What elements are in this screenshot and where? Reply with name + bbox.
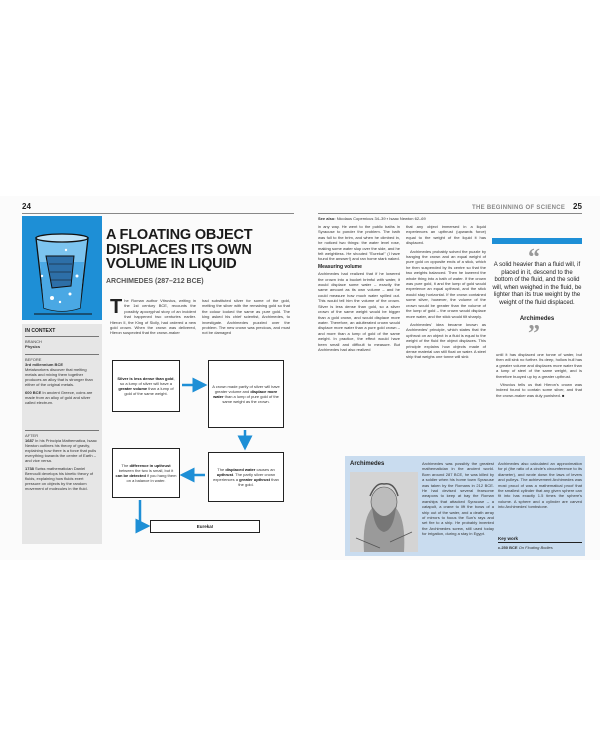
branch-label: BRANCH xyxy=(25,339,42,344)
see-also-label: See also: xyxy=(318,216,336,221)
after-2-date: 1738 xyxy=(25,466,34,471)
flow-box-1-text: , so a lump of silver will have a xyxy=(119,376,175,386)
body-paragraph: Archimedes' idea became known as Archimedes' principle, which states that the upthrust on an object in a fluid is equal to the weight of the fluid the object displaces. This principle explains how objects made of dense material can still float on water. A steel ship that weighs one tonne will sink xyxy=(406,321,486,360)
key-work-rule xyxy=(498,542,582,543)
flow-box-1-emphasis: Silver is less dense than gold xyxy=(117,376,174,381)
pull-quote: A solid heavier than a fluid will, if placed in it, descend to the bottom of the fluid, and the solid will, when weighed in the fluid, be lighter than its true weight by the weight of the fluid displaced. xyxy=(492,262,582,306)
bio-column-2 xyxy=(498,461,582,513)
flow-box-4-text-3: . The partly silver crown experiences a xyxy=(213,472,276,482)
before-2-text: In ancient Greece, coins are made from an alloy of gold and silver called electrum. xyxy=(25,390,93,405)
quote-attribution: Archimedes xyxy=(519,316,555,322)
flow-box-eureka: Eureka! xyxy=(150,520,260,533)
page-number-left: 24 xyxy=(22,202,31,211)
subheading-measuring-volume: Measuring volume xyxy=(318,263,362,270)
before-label: BEFORE xyxy=(25,357,42,362)
body-column-3 xyxy=(496,352,582,401)
after-2-text: Swiss mathematician Daniel Bernoulli develops his kinetic theory of fluids, explaining how fluids exert pressure on objects by the random movement of molecules in the fluid. xyxy=(25,466,94,491)
flow-box-4-text-4: than the gold. xyxy=(238,477,279,487)
flow-box-3-text: The xyxy=(121,463,130,468)
body-paragraph: that any object immersed in a liquid experiences an upthrust (upwards force) equal to the weight of the liquid it has displaced. xyxy=(406,224,486,246)
before-2-date: 600 BCE xyxy=(25,390,42,395)
flow-box-crown-volume xyxy=(208,360,284,428)
quote-accent-bar xyxy=(492,238,582,244)
archimedes-portrait xyxy=(350,472,418,552)
flow-box-1-emphasis-2: greater volume xyxy=(118,386,148,391)
bio-name: Archimedes xyxy=(350,461,385,467)
body-paragraph: until it has displaced one tonne of water, but then will sink no further. Its deep, hollow hull has a greater volume and displaces more water than a lump of steel of the same weight, and is therefore buoyed up by a greater upthrust. xyxy=(496,352,582,379)
body-paragraph: Archimedes had realized that if he lowered the crown into a bucket brimful with water, it would displace some water – exactly the same amount as its own volume – and he could measure how much water spilled out. This would tell him the volume of the crown. Silver is less dense than gold, so a silver crown of the same weight would be bigger than a gold crown, and would displace more water. Therefore, an adulterated crown would displace more water than a pure gold crown – and more than a lump of gold of the same weight. In practice, the effect would have been small and difficult to measure. But Archimedes had also realized xyxy=(318,271,400,352)
flow-box-2-text-2: than a lump of pure gold of the same weight as the crown. xyxy=(222,394,279,404)
flow-box-3-emphasis: difference in upthrust xyxy=(129,463,171,468)
flow-box-displaced-water xyxy=(208,452,284,502)
after-1-date: 1687 xyxy=(25,438,34,443)
branch-value: Physics xyxy=(25,344,41,349)
flow-box-1-text-2: than a lump of gold of the same weight. xyxy=(124,386,174,396)
flow-box-3-emphasis-2: can be detected xyxy=(115,473,146,478)
see-also-text: Nicolaus Copernicus 34–39 ▪ Isaac Newton 62–69 xyxy=(336,216,426,221)
running-head: THE BEGINNING OF SCIENCE xyxy=(472,205,566,211)
body-column-2 xyxy=(406,224,486,363)
bio-text-2: Archimedes also calculated an approximation for pi (the ratio of a circle's circumference to its diameter), and wrote down the laws of levers and pulleys. The achievement Archimedes was most proud of was a mathematical proof that the smallest cylinder that any given sphere can fit into has exactly 1.5 times the sphere's volume. A sphere and a cylinder are carved into Archimedes' tombstone. xyxy=(498,461,582,510)
flow-box-4-text: The xyxy=(217,467,226,472)
key-work-year: c.250 BCE xyxy=(498,545,518,550)
flow-box-upthrust-difference xyxy=(112,448,180,498)
page-number-right: 25 xyxy=(573,202,582,211)
flow-box-4-emphasis: displaced water xyxy=(225,467,256,472)
page-title: A FLOATING OBJECT DISPLACES ITS OWN VOLUME IN LIQUID xyxy=(106,227,253,272)
portrait-engraving xyxy=(350,472,418,552)
intro-text-2: had substituted silver for some of the gold, melting the silver with the remaining gold so that the colour looked the same as pure gold. The king asked his chief scientist, Archimedes, to investigate. Archimedes puzzled over the problem. The new crown was precious, and must not be damaged xyxy=(202,298,290,336)
flow-box-2-emphasis: displace more water xyxy=(213,389,278,399)
body-column-1 xyxy=(318,224,400,355)
flow-box-4-emphasis-2: upthrust xyxy=(216,472,234,477)
key-work-title: On Floating Bodies xyxy=(517,545,553,550)
key-work-item xyxy=(498,545,553,550)
flow-box-4-text-2: causes an xyxy=(255,467,275,472)
body-paragraph: Vitruvius tells us that Hieron's crown was indeed found to contain some silver, and that the crown-maker was duly punished. ■ xyxy=(496,382,582,398)
flow-box-4-emphasis-3: greater upthrust xyxy=(239,477,270,482)
after-label: AFTER xyxy=(25,433,39,438)
intro-text-1: he Roman author Vitruvius, writing in the 1st century BCE, recounts the possibly apocryphal story of an incident that happened two centuries earlier. Hieron II, the King of Sicily, had ordered a new gold crown. When the crown was delivered, Hieron suspected that the crown-maker xyxy=(110,298,196,336)
flow-box-2-text: A crown made partly of silver will have greater volume and xyxy=(212,384,280,394)
bio-text-1: Archimedes was possibly the greatest mathematician in the ancient world. Born around 287 BCE, he was killed by a soldier when his home town Syracuse was taken by the Romans in 212 BCE. He had devised several fearsome weapons to keep at bay the Roman warships that attacked Syracuse – a catapult, a crane to lift the bows of a ship out of the water, and a death array of mirrors to focus the Sun's rays and set fire to a ship. He probably invented the Archimedes screw, still used today for irrigation, during a stay in Egypt. xyxy=(422,461,494,537)
bio-column-1 xyxy=(422,461,494,540)
drop-cap: T xyxy=(110,296,123,318)
flow-box-density xyxy=(112,360,180,412)
after-1-text: In his Principia Mathematica, Isaac Newton outlines his theory of gravity, explaining how there is a force that pulls everything towards the centre of Earth – and vice versa. xyxy=(25,438,97,463)
body-paragraph: in any way. He went to the public baths in Syracuse to ponder the problem. The bath was full to the brim, and when he climbed in, he noticed two things: the water level rose, making some water slop over the side, and he felt weightless. He shouted "Eureka!" (I have found the answer!) and ran home stark naked. xyxy=(318,224,400,262)
in-context-heading: IN CONTEXT xyxy=(25,328,56,334)
before-1-text: Metalworkers discover that melting metals and mixing them together produces an alloy that is stronger than either of the original metals. xyxy=(25,367,93,387)
flow-box-3-text-3: if you hang them on a balance in water. xyxy=(126,473,177,483)
close-quote-icon: ” xyxy=(528,321,540,347)
before-1-date: 3rd millennium BCE xyxy=(25,362,64,367)
flow-box-3-text-2: between the two is small, but it xyxy=(118,468,174,473)
open-quote-icon: “ xyxy=(528,245,540,271)
key-work-heading: Key work xyxy=(498,536,519,541)
body-paragraph: Archimedes probably solved the puzzle by hanging the crown and an equal weight of pure gold on opposite ends of a stick, which he then suspended by its centre so that the two weights balanced. Then he lowered the whole thing into a bath of water. If the crown was pure gold, it and the lump of gold would experience an equal upthrust, and the stick would stay horizontal. If the crown contained some silver, however, the volume of the crown would be greater than the volume of the lump of gold – the crown would displace more water, and the stick would tilt sharply. xyxy=(406,248,486,319)
page-subtitle: ARCHIMEDES (287–212 BCE) xyxy=(106,278,204,285)
